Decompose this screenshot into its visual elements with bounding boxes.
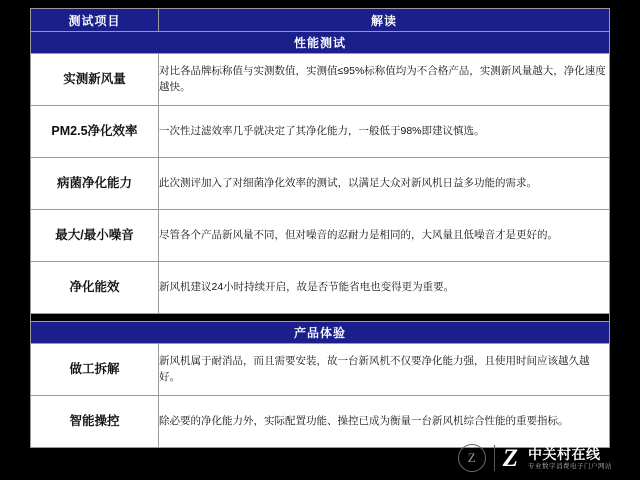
table-header-row — [31, 9, 610, 32]
row-item-name: 做工拆解 — [31, 344, 159, 396]
row-item-name: PM2.5净化效率 — [31, 106, 159, 158]
row-item-desc: 此次测评加入了对细菌净化效率的测试，以满足大众对新风机日益多功能的需求。 — [159, 158, 610, 210]
table-row — [31, 210, 610, 262]
row-item-desc: 一次性过滤效率几乎就决定了其净化能力，一般低于98%即建议慎选。 — [159, 106, 610, 158]
row-item-desc: 新风机建议24小时持续开启，故是否节能省电也变得更为重要。 — [159, 262, 610, 314]
header-cell-item: 测试项目 — [31, 9, 159, 32]
row-item-desc: 尽管各个产品新风量不同，但对噪音的忍耐力是相同的，大风量且低噪音才是更好的。 — [159, 210, 610, 262]
comparison-table — [30, 8, 610, 448]
row-item-name: 净化能效 — [31, 262, 159, 314]
row-item-desc: 除必要的净化能力外，实际配置功能、操控已成为衡量一台新风机综合性能的重要指标。 — [159, 396, 610, 448]
row-item-name: 智能操控 — [31, 396, 159, 448]
circle-logo-icon: Z — [458, 444, 486, 472]
row-item-name: 病菌净化能力 — [31, 158, 159, 210]
footer-divider — [494, 445, 495, 471]
section-gap — [31, 314, 610, 322]
section-title: 性能测试 — [31, 32, 610, 54]
table-row — [31, 158, 610, 210]
table-row — [31, 396, 610, 448]
row-item-desc: 新风机属于耐消品，而且需要安装，故一台新风机不仅要净化能力强，且使用时间应该越久越好。 — [159, 344, 610, 396]
section-header-experience — [31, 322, 610, 344]
section-header-performance — [31, 32, 610, 54]
row-item-name: 最大/最小噪音 — [31, 210, 159, 262]
table-row — [31, 54, 610, 106]
row-item-name: 实测新风量 — [31, 54, 159, 106]
table-row — [31, 262, 610, 314]
table-row — [31, 106, 610, 158]
table-body — [31, 9, 610, 448]
brand-initial-icon: Z — [502, 444, 518, 472]
table-row — [31, 344, 610, 396]
footer-brand-text — [528, 446, 612, 471]
brand-subtitle: 专业数字消费电子门户网站 — [528, 462, 612, 470]
footer-watermark — [458, 444, 612, 472]
section-title: 产品体验 — [31, 322, 610, 344]
row-item-desc: 对比各品牌标称值与实测数值，实测值≤95%标称值均为不合格产品，实测新风量越大，净化速度越快。 — [159, 54, 610, 106]
brand-name: 中关村在线 — [528, 445, 601, 462]
header-cell-explanation: 解读 — [159, 9, 610, 32]
